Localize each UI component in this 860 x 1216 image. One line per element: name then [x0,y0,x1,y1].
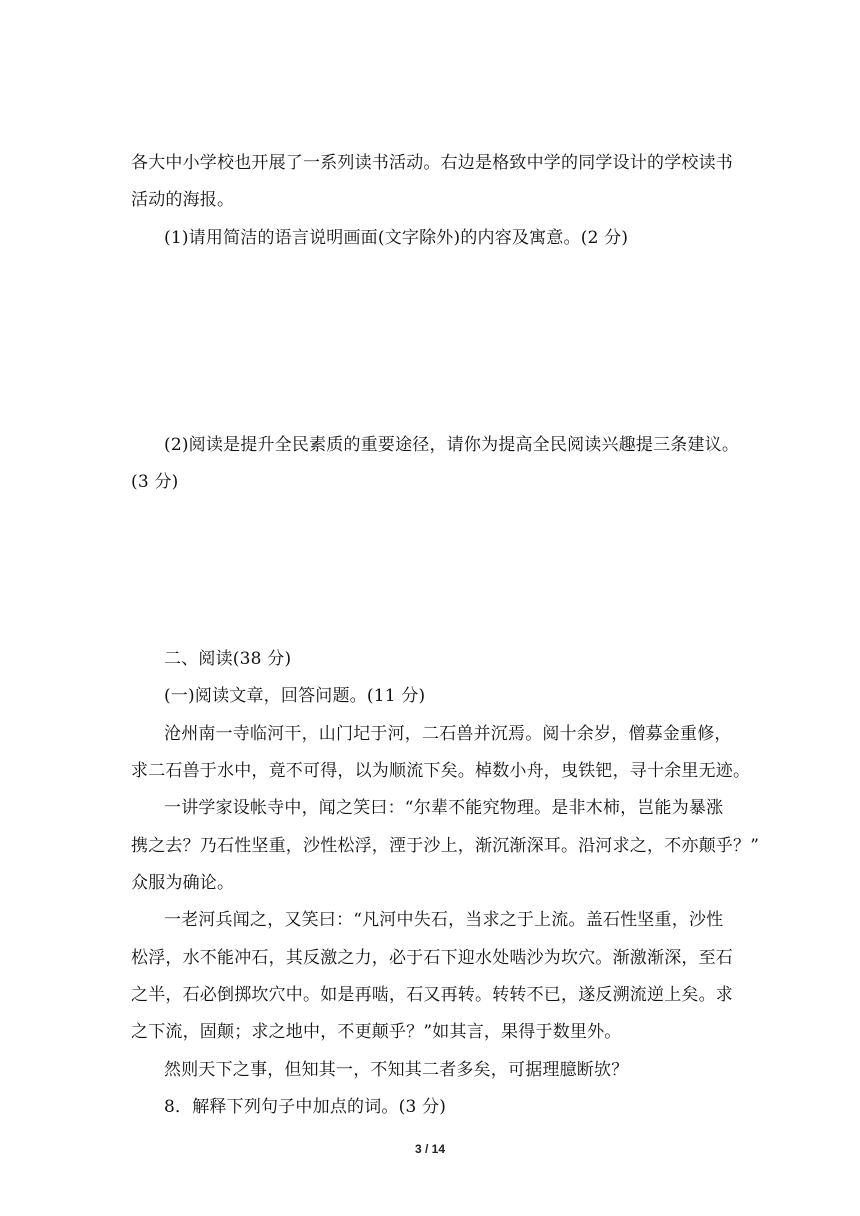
question-1-text: (1)请用简洁的语言说明画面(文字除外)的内容及寓意。(2 分) [164,228,629,248]
intro-line-1: 各大中小学校也开展了一系列读书活动。右边是格致中学的同学设计的学校读书 [131,153,733,173]
passage-p3-line-4: 之下流，固颠；求之地中，不更颠乎？”如其言，果得于数里外。 [131,1022,622,1042]
question-2-line-2: (3 分) [131,472,179,492]
page-number: 3 / 14 [414,1142,446,1156]
question-2-line-1: (2)阅读是提升全民素质的重要途径，请你为提高全民阅读兴趣提三条建议。 [164,435,740,455]
passage-p3-line-3: 之半，石必倒掷坎穴中。如是再啮，石又再转。转转不已，遂反溯流逆上矣。求 [131,985,733,1005]
passage-p3-line-2: 松浮，水不能冲石，其反激之力，必于石下迎水处啮沙为坎穴。渐激渐深，至石 [131,948,733,968]
passage-p4-line-1: 然则天下之事，但知其一，不知其二者多矣，可据理臆断欤？ [164,1060,629,1080]
passage-p2-line-3: 众服为确论。 [131,873,235,893]
passage-p1-line-2: 求二石兽于水中，竟不可得，以为顺流下矣。棹数小舟，曳铁钯，寻十余里无迹。 [131,761,751,781]
passage-p1-line-1: 沧州南一寺临河干，山门圮于河，二石兽并沉焉。阅十余岁，僧募金重修， [164,724,732,744]
passage-p3-line-1: 一老河兵闻之，又笑曰：“凡河中失石，当求之于上流。盖石性坚重，沙性 [164,910,724,930]
question-8-text: 8．解释下列句子中加点的词。(3 分) [164,1097,447,1117]
section-heading: 二、阅读(38 分) [164,649,292,669]
passage-p2-line-2: 携之去？乃石性坚重，沙性松浮，湮于沙上，渐沉渐深耳。沿河求之，不亦颠乎？” [131,836,760,856]
section-subheading: (一)阅读文章，回答问题。(11 分) [164,686,426,706]
intro-line-2: 活动的海报。 [131,190,235,210]
passage-p2-line-1: 一讲学家设帐寺中，闻之笑曰：“尔辈不能究物理。是非木柿，岂能为暴涨 [164,798,724,818]
